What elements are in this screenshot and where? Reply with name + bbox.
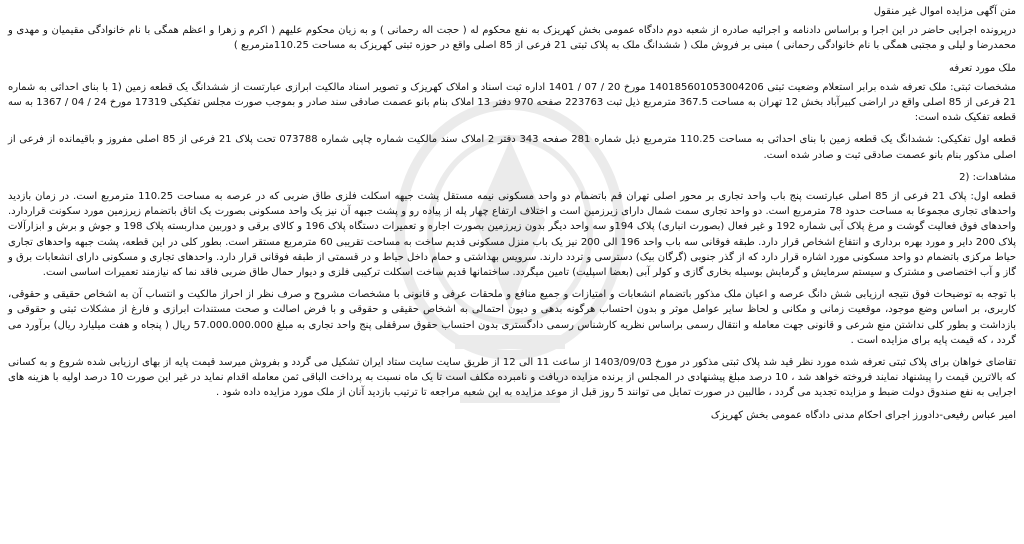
observations-title: مشاهدات: (2 — [959, 171, 1016, 183]
notice-title: متن آگهی مزایده اموال غیر منقول — [873, 6, 1016, 17]
notice-body — [8, 4, 1016, 427]
intro-paragraph: درپرونده اجرایی حاضر در این اجرا و براساس دادنامه و اجرائیه صادره از شعبه دوم دادگاه عمومی بخش کهریزک به نفع محکوم له ( حجت اله رحمانی ) و به زیان محکوم علیهم ( اکرم و زهرا و اعظم همگی با نام خانوادگی مقیمیان و مهدی و محمدرضا و لیلی و مجتبی همگی با نام خانوادگی رحمانی ) مبنی بر فروش ملک ( ششدانگ ملک به پلاک ثبتی 21 فرعی از 85 اصلی واقع در حوزه ثبتی کهریزک به مساحت 110.25مترمربع ) — [8, 25, 1016, 52]
observations-paragraph: قطعه اول: پلاک 21 فرعی از 85 اصلی عبارتست پنج باب واحد تجاری بر محور اصلی تهران قم باتضمام دو واحد مسکونی نیمه مستقل پشت جبهه اسکلت فلزی طاق ضربی که در عرصه به مساحت 110.25 مترمربع است. در زمان بازدید واحدهای تجاری مجموعا به مساحت حدود 78 مترمربع است. دو واحد تجاری سمت شمال دارای زیرزمین است و اختلاف ارتفاع چهار پله از پیاده رو و پشت جبهه آن نیز یک واحد مسکونی بصورت یک اتاق باتضمام زیرزمین مورد سکونت قراردارد. واحدهای فوق فعالیت گوشت و مرغ پلاک آبی شماره 192 و غیر فعال (بصورت انباری) پلاک 194و سه واحد دیگر بدون زیرزمین بصورت اجاره و تعمیرات دستگاه پلاک 196 و کالای برقی و دوربین مداربسته پلاک 198 و جوش و برش و ابزارآلات پلاک 200 دایر و مورد بهره برداری و انتفاع اشخاص قرار دارد. طبقه فوقانی سه باب واحد 196 الی 200 نیز یک باب منزل مسکونی قدیم ساخت به مساحت تقریبی 60 مترمربع مستقر است. بطور کلی در این قطعه، پشت جبهه واحدهای تجاری حیاط مرکزی باتضمام دو واحد مسکونی مورد اشاره قرار دارد که از گذر جنوبی (گرگان بیک) دسترسی و تردد دارند. سرویس بهداشتی و حمام داخل حیاط و در قسمتی از طبقه فوقانی قرار دارد. واحدهای تجاری و مسکونی دارای انشعابات برق و گاز و آب اختصاصی و مشترک و سیستم سرمایش و گرمایش بوسیله بخاری گازی و کولر آبی (بعضا اسپلیت) تامین میگردد. ساختمانها قدیم ساخت اسکلت ترکیبی فلزی و دیوار حمال طاق ضربی فاقد نما که نیازمند تعمیرات اساسی است. — [8, 191, 1017, 279]
valuation-paragraph: با توجه به توضیحات فوق نتیجه ارزیابی شش دانگ عرصه و اعیان ملک مذکور باتضمام انشعابات و امتیازات و جمیع منافع و ملحقات عرفی و قانونی با مشخصات مشروح و صرف نظر از احراز مالکیت و انتساب آن به اشخاص حقیقی و حقوقی، کاربری، بر اساس وضع موجود، موقعیت زمانی و مکانی و لحاظ سایر عوامل موثر و بدون احتساب هرگونه بدهی و دیون احتمالی به اشخاص حقیقی و حقوقی و با فرض اصالت و صحت مستندات ابرازی و فارغ از مشکلات ثبتی و حقوقی و بازداشت و بطور کلی نداشتن منع شرعی و قانونی جهت معامله و انتقال رسمی براساس نظریه کارشناس رسمی دادگستری بدون احتساب حقوق سرقفلی پنج واحد تجاری به مبلغ 57.000.000.000 ریال ( پنجاه و هفت میلیارد ریال) برآورد می گردد ، که قیمت پایه برای مزایده است . — [8, 289, 1016, 346]
auction-paragraph: تقاضای خواهان برای پلاک ثبتی تعرفه شده مورد نظر قید شد پلاک ثبتی مذکور در مورخ 1403/09/03 از ساعت 11 الی 12 از طریق سایت سایت ستاد ایران تشکیل می گردد و بفروش میرسد قیمت پایه از بهای ارزیابی شده شروع و به کسانی که بالاترین قیمت را پیشنهاد نمایند فروخته خواهد شد ، 10 درصد مبلغ پیشنهادی در المجلس از برنده مزایده دریافت و نامبرده مکلف است تا یک ماه نسبت به پرداخت الباقی ثمن معامله اقدام نماید در غیر این صورت 10 درصد اولیه با هزینه های اجرایی به نفع صندوق دولت ضبط و مزایده تجدید می گردد ، طالبین در صورت تمایل می توانند 5 روز قبل از موعد مزایده به این شعبه مراجعه تا ترتیب بازدید آنان از ملک مورد مزایده داده شود . — [8, 357, 1016, 399]
registration-spec-paragraph: مشخصات ثبتی: ملک تعرفه شده برابر استعلام وضعیت ثبتی 140185601053004206 مورخ 20 / 07 / 1401 اداره ثبت اسناد و املاک کهریزک و تصویر اسناد مالکیت ابرازی عبارتست از ششدانگ یک قطعه زمین (1 با بنای احداثی به شماره 21 فرعی از 85 اصلی واقع در اراضی کبیرآباد بخش 12 تهران به مساحت 367.5 مترمربع ذیل ثبت 223763 صفحه 970 دفتر 13 املاک بنام بانو عصمت صادقی سند صادر و بموجب صورت مجلس تفکیکی 17319 مورخ 24 / 04 / 1367 به سه قطعه تفکیک شده است: — [8, 81, 1017, 124]
parcel-paragraph: قطعه اول تفکیکی: ششدانگ یک قطعه زمین با بنای احداثی به مساحت 110.25 مترمربع ذیل شماره 281 صفحه 343 دفتر 2 املاک سند مالکیت شماره چاپی شماره 073788 تحت پلاک 21 فرعی از 85 اصلی مفروز و باقیمانده از فرعی از اصلی مذکور بنام بانو عصمت صادقی ثبت و صادر شده است. — [8, 134, 1017, 161]
signature-line: امیر عباس رفیعی-دادورز اجرای احکام مدنی دادگاه عمومی بخش کهریزک — [710, 409, 1016, 421]
section-title: ملک مورد تعرفه — [948, 62, 1016, 74]
